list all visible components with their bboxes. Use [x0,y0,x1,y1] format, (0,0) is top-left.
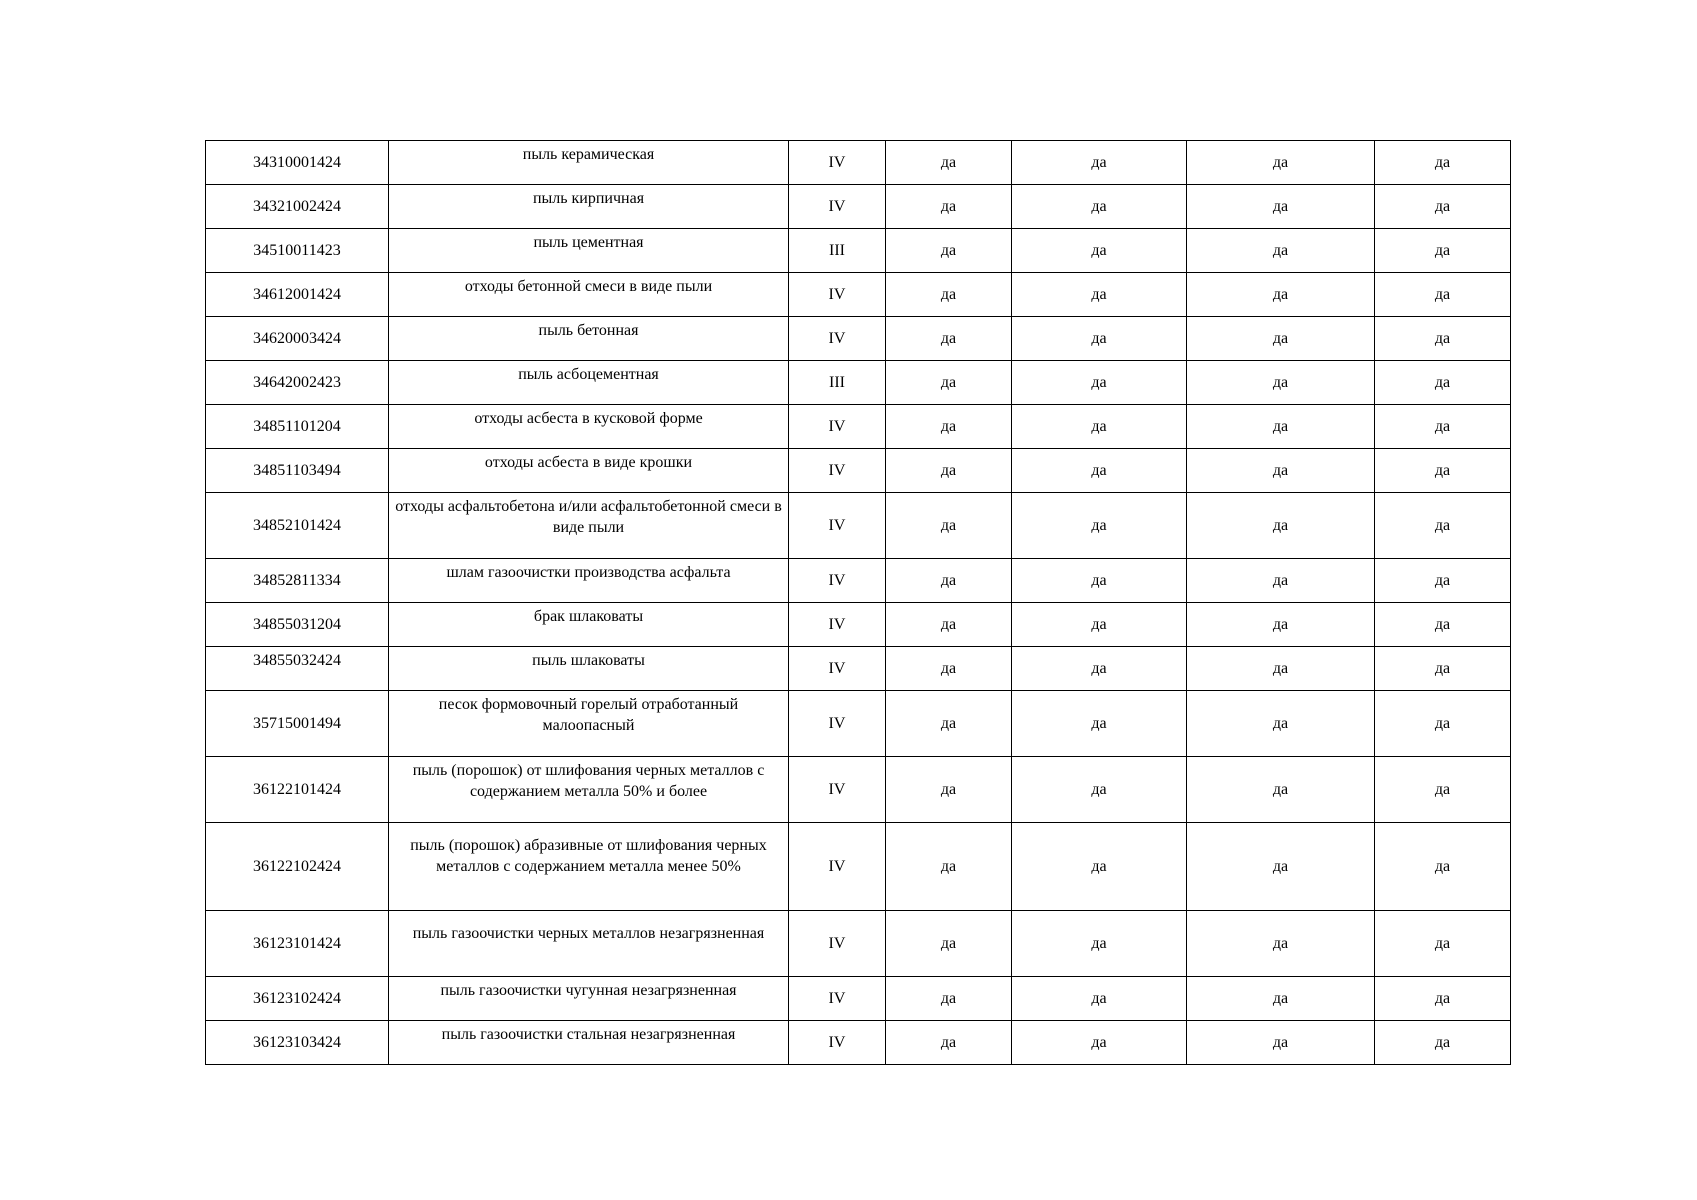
waste-code-cell: 34510011423 [206,229,389,273]
flag-cell-2: да [1012,405,1187,449]
waste-table [205,140,1511,1065]
flag-cell-3: да [1187,229,1375,273]
flag-cell-1: да [886,361,1012,405]
flag-cell-2: да [1012,273,1187,317]
hazard-class-cell: IV [789,911,886,977]
flag-cell-1: да [886,229,1012,273]
waste-name-cell: отходы бетонной смеси в виде пыли [389,273,789,317]
waste-code-cell: 36123102424 [206,977,389,1021]
flag-cell-1: да [886,603,1012,647]
flag-cell-4: да [1375,141,1511,185]
flag-cell-1: да [886,911,1012,977]
table-row [206,273,1511,317]
flag-cell-1: да [886,1021,1012,1065]
flag-cell-4: да [1375,647,1511,691]
flag-cell-4: да [1375,361,1511,405]
waste-code-cell: 36123103424 [206,1021,389,1065]
waste-name-cell: пыль (порошок) абразивные от шлифования черных металлов с содержанием металла менее 50% [389,823,789,911]
flag-cell-4: да [1375,185,1511,229]
flag-cell-3: да [1187,691,1375,757]
table-row [206,911,1511,977]
flag-cell-2: да [1012,911,1187,977]
hazard-class-cell: III [789,229,886,273]
flag-cell-3: да [1187,757,1375,823]
waste-name-cell: отходы асбеста в кусковой форме [389,405,789,449]
table-row [206,141,1511,185]
flag-cell-3: да [1187,647,1375,691]
flag-cell-2: да [1012,603,1187,647]
flag-cell-3: да [1187,559,1375,603]
waste-code-cell: 34321002424 [206,185,389,229]
waste-name-cell: пыль асбоцементная [389,361,789,405]
flag-cell-2: да [1012,493,1187,559]
waste-code-cell: 34855032424 [206,647,389,691]
table-row [206,185,1511,229]
flag-cell-2: да [1012,977,1187,1021]
waste-name-cell: шлам газоочистки производства асфальта [389,559,789,603]
hazard-class-cell: IV [789,691,886,757]
hazard-class-cell: IV [789,317,886,361]
waste-name-cell: пыль газоочистки чугунная незагрязненная [389,977,789,1021]
hazard-class-cell: IV [789,647,886,691]
flag-cell-2: да [1012,647,1187,691]
flag-cell-2: да [1012,1021,1187,1065]
hazard-class-cell: IV [789,185,886,229]
table-row [206,317,1511,361]
flag-cell-1: да [886,647,1012,691]
flag-cell-4: да [1375,317,1511,361]
flag-cell-3: да [1187,405,1375,449]
hazard-class-cell: IV [789,977,886,1021]
flag-cell-2: да [1012,757,1187,823]
flag-cell-1: да [886,317,1012,361]
flag-cell-1: да [886,185,1012,229]
waste-code-cell: 34851101204 [206,405,389,449]
hazard-class-cell: IV [789,405,886,449]
flag-cell-4: да [1375,229,1511,273]
flag-cell-4: да [1375,757,1511,823]
hazard-class-cell: IV [789,1021,886,1065]
flag-cell-4: да [1375,911,1511,977]
flag-cell-4: да [1375,1021,1511,1065]
flag-cell-4: да [1375,405,1511,449]
flag-cell-2: да [1012,141,1187,185]
hazard-class-cell: IV [789,823,886,911]
flag-cell-1: да [886,493,1012,559]
flag-cell-4: да [1375,493,1511,559]
table-row [206,1021,1511,1065]
table-row [206,603,1511,647]
flag-cell-3: да [1187,823,1375,911]
flag-cell-4: да [1375,977,1511,1021]
flag-cell-3: да [1187,185,1375,229]
waste-code-cell: 35715001494 [206,691,389,757]
flag-cell-4: да [1375,273,1511,317]
table-row [206,493,1511,559]
waste-code-cell: 34851103494 [206,449,389,493]
table-row [206,449,1511,493]
waste-code-cell: 34852811334 [206,559,389,603]
table-row [206,559,1511,603]
waste-name-cell: песок формовочный горелый отработанный малоопасный [389,691,789,757]
table-row [206,977,1511,1021]
flag-cell-3: да [1187,141,1375,185]
waste-table-body [206,141,1511,1065]
flag-cell-4: да [1375,691,1511,757]
hazard-class-cell: IV [789,493,886,559]
table-row [206,757,1511,823]
waste-name-cell: брак шлаковаты [389,603,789,647]
table-row [206,691,1511,757]
hazard-class-cell: IV [789,559,886,603]
table-row [206,647,1511,691]
flag-cell-3: да [1187,317,1375,361]
waste-code-cell: 36123101424 [206,911,389,977]
hazard-class-cell: IV [789,757,886,823]
flag-cell-2: да [1012,185,1187,229]
waste-name-cell: пыль кирпичная [389,185,789,229]
waste-name-cell: пыль керамическая [389,141,789,185]
flag-cell-1: да [886,449,1012,493]
flag-cell-4: да [1375,559,1511,603]
flag-cell-4: да [1375,449,1511,493]
flag-cell-1: да [886,757,1012,823]
table-row [206,229,1511,273]
flag-cell-3: да [1187,361,1375,405]
waste-name-cell: пыль бетонная [389,317,789,361]
flag-cell-1: да [886,977,1012,1021]
flag-cell-2: да [1012,691,1187,757]
flag-cell-3: да [1187,977,1375,1021]
flag-cell-2: да [1012,361,1187,405]
waste-code-cell: 34310001424 [206,141,389,185]
waste-name-cell: пыль газоочистки стальная незагрязненная [389,1021,789,1065]
waste-name-cell: пыль (порошок) от шлифования черных металлов с содержанием металла 50% и более [389,757,789,823]
flag-cell-3: да [1187,1021,1375,1065]
flag-cell-3: да [1187,603,1375,647]
table-row [206,361,1511,405]
hazard-class-cell: IV [789,141,886,185]
flag-cell-1: да [886,405,1012,449]
flag-cell-1: да [886,559,1012,603]
hazard-class-cell: IV [789,603,886,647]
waste-name-cell: пыль цементная [389,229,789,273]
waste-code-cell: 36122101424 [206,757,389,823]
flag-cell-3: да [1187,273,1375,317]
flag-cell-4: да [1375,823,1511,911]
hazard-class-cell: IV [789,449,886,493]
hazard-class-cell: IV [789,273,886,317]
flag-cell-2: да [1012,823,1187,911]
hazard-class-cell: III [789,361,886,405]
waste-code-cell: 34620003424 [206,317,389,361]
waste-code-cell: 34642002423 [206,361,389,405]
flag-cell-1: да [886,141,1012,185]
waste-code-cell: 34852101424 [206,493,389,559]
waste-code-cell: 34612001424 [206,273,389,317]
flag-cell-1: да [886,273,1012,317]
flag-cell-3: да [1187,493,1375,559]
flag-cell-3: да [1187,911,1375,977]
flag-cell-2: да [1012,229,1187,273]
flag-cell-2: да [1012,449,1187,493]
table-row [206,823,1511,911]
waste-name-cell: отходы асбеста в виде крошки [389,449,789,493]
waste-name-cell: пыль газоочистки черных металлов незагрязненная [389,911,789,977]
waste-name-cell: пыль шлаковаты [389,647,789,691]
waste-name-cell: отходы асфальтобетона и/или асфальтобетонной смеси в виде пыли [389,493,789,559]
flag-cell-2: да [1012,317,1187,361]
flag-cell-4: да [1375,603,1511,647]
waste-code-cell: 34855031204 [206,603,389,647]
table-row [206,405,1511,449]
flag-cell-1: да [886,823,1012,911]
waste-code-cell: 36122102424 [206,823,389,911]
flag-cell-3: да [1187,449,1375,493]
flag-cell-1: да [886,691,1012,757]
flag-cell-2: да [1012,559,1187,603]
